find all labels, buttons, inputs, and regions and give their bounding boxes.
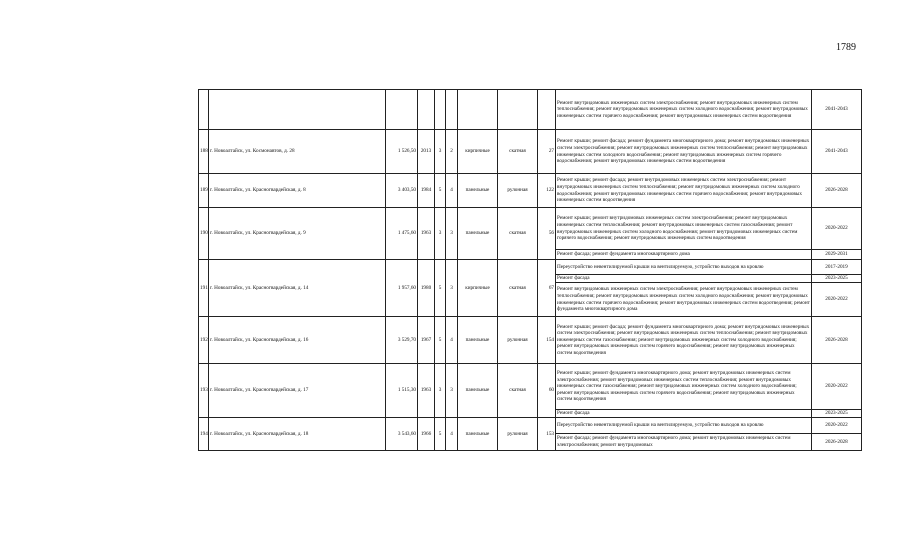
build-year: 1963 [418,208,435,260]
work-period: 2026-2028 [812,434,862,451]
work-description: Переустройство невентилируемой крыши на вентилируемую, устройство выходов на кровлю [556,418,812,434]
wall-material: кирпичные [458,260,498,317]
roof-type: рулонная [498,418,538,451]
apartments-count: 27 [538,130,556,174]
table-row [199,364,862,410]
house-address: г. Новоалтайск, ул. Красногвардейская, д. 14 [209,260,386,317]
wall-material: кирпичные [458,130,498,174]
house-address: г. Новоалтайск, ул. Космонавтов, д. 28 [209,130,386,174]
work-period: 2026-2028 [812,317,862,364]
table-row [199,317,862,364]
roof-type: скатная [498,260,538,317]
roof-type: скатная [498,364,538,418]
table-row [199,418,862,434]
roof-type: скатная [498,208,538,260]
work-description: Ремонт фасада; ремонт фундамента многоквартирного дома; ремонт внутридомовых инженерных систем электроснабжения; ремонт внутридомовых [556,434,812,451]
table-row [199,260,862,275]
row-number: 189 [199,174,209,208]
house-area [386,90,418,130]
build-year: 1980 [418,260,435,317]
house-area: 3 403,50 [386,174,418,208]
work-period: 2023-2025 [812,410,862,418]
apartments-count: 56 [538,208,556,260]
table-body [199,90,862,451]
house-area: 1 957,60 [386,260,418,317]
floors-count: 3 [435,208,446,260]
build-year: 1984 [418,174,435,208]
table-row [199,208,862,250]
entrances-count: 3 [446,364,458,418]
house-area: 3 529,70 [386,317,418,364]
row-number: 191 [199,260,209,317]
house-area: 3 543,60 [386,418,418,451]
work-description: Ремонт внутридомовых инженерных систем электроснабжения; ремонт внутридомовых инженерных систем теплоснабжения; ремонт внутридомовых инженерных систем холодного водоснабжения; ремонт внутридомовых инженерных систем горячего водоснабжения; ремонт внутридомовых инженерных систем водоотведения; ремонт фундамента многоквартирного дома [556,283,812,317]
work-description: Ремонт фасада [556,275,812,283]
work-description: Переустройство невентилируемой крыши на вентилируемую, устройство выходов на кровлю [556,260,812,275]
work-period: 2020-2022 [812,208,862,250]
entrances-count [446,90,458,130]
house-address: г. Новоалтайск, ул. Красногвардейская, д. 18 [209,418,386,451]
entrances-count: 3 [446,208,458,260]
house-address: г. Новоалтайск, ул. Красногвардейская, д. 8 [209,174,386,208]
work-description: Ремонт фасада [556,410,812,418]
wall-material: панельные [458,364,498,418]
entrances-count: 3 [446,260,458,317]
house-address: г. Новоалтайск, ул. Красногвардейская, д. 16 [209,317,386,364]
roof-type [498,90,538,130]
wall-material: панельные [458,174,498,208]
apartments-count: 154 [538,317,556,364]
floors-count: 5 [435,260,446,317]
wall-material: панельные [458,208,498,260]
entrances-count: 4 [446,317,458,364]
row-number: 192 [199,317,209,364]
house-area: 1 526,50 [386,130,418,174]
roof-type: рулонная [498,317,538,364]
table-row [199,130,862,174]
build-year: 1967 [418,317,435,364]
apartments-count: 60 [538,364,556,418]
repair-schedule-table [198,89,862,451]
work-description: Ремонт внутридомовых инженерных систем электроснабжения; ремонт внутридомовых инженерных систем теплоснабжения; ремонт внутридомовых инженерных систем холодного водоснабжения; ремонт внутридомовых инженерных систем горячего водоснабжения; ремонт внутридомовых инженерных систем водоотведения [556,90,812,130]
floors-count [435,90,446,130]
table-row [199,174,862,208]
apartments-count: 153 [538,418,556,451]
build-year: 1966 [418,418,435,451]
work-period: 2041-2043 [812,90,862,130]
row-number: 194 [199,418,209,451]
build-year [418,90,435,130]
work-period: 2029-2031 [812,250,862,260]
floors-count: 3 [435,130,446,174]
apartments-count: 67 [538,260,556,317]
work-period: 2020-2022 [812,283,862,317]
work-period: 2020-2022 [812,364,862,410]
page-number: 1789 [836,42,856,53]
work-description: Ремонт крыши; ремонт внутридомовых инженерных систем электроснабжения; ремонт внутридомовых инженерных систем теплоснабжения; ремонт внутридомовых инженерных систем газоснабжения; ремонт внутридомовых инженерных систем холодного водоснабжения; ремонт внутридомовых инженерных систем горячего водоснабжения; ремонт внутридомовых инженерных систем водоотведения [556,208,812,250]
work-description: Ремонт фасада; ремонт фундамента многоквартирного дома [556,250,812,260]
apartments-count [538,90,556,130]
house-address: г. Новоалтайск, ул. Красногвардейская, д. 17 [209,364,386,418]
wall-material: панельные [458,317,498,364]
entrances-count: 2 [446,130,458,174]
work-description: Ремонт крыши; ремонт фасада; ремонт фундамента многоквартирного дома; ремонт внутридомовых инженерных систем электроснабжения; ремонт внутридомовых инженерных систем теплоснабжения; ремонт внутридомовых инженерных систем газоснабжения; ремонт внутридомовых инженерных систем холодного водоснабжения; ремонт внутридомовых инженерных систем горячего водоснабжения; ремонт внутридомовых инженерных систем водоотведения [556,317,812,364]
apartments-count: 122 [538,174,556,208]
row-number: 190 [199,208,209,260]
work-period: 2023-2025 [812,275,862,283]
work-description: Ремонт крыши; ремонт фундамента многоквартирного дома; ремонт внутридомовых инженерных систем электроснабжения; ремонт внутридомовых инженерных систем теплоснабжения; ремонт внутридомовых инженерных систем газоснабжения; ремонт внутридомовых инженерных систем холодного водоснабжения; ремонт внутридомовых инженерных систем горячего водоснабжения; ремонт внутридомовых инженерных систем водоотведения [556,364,812,410]
house-area: 1 475,60 [386,208,418,260]
entrances-count: 4 [446,418,458,451]
work-period: 2026-2028 [812,174,862,208]
floors-count: 3 [435,364,446,418]
table-row [199,90,862,130]
row-number: 188 [199,130,209,174]
work-description: Ремонт крыши; ремонт фасада; ремонт фундамента многоквартирного дома; ремонт внутридомовых инженерных систем электроснабжения; ремонт внутридомовых инженерных систем теплоснабжения; ремонт внутридомовых инженерных систем холодного водоснабжения; ремонт внутридомовых инженерных систем горячего водоснабжения; ремонт внутридомовых инженерных систем водоотведения [556,130,812,174]
row-number: 193 [199,364,209,418]
floors-count: 5 [435,174,446,208]
house-area: 1 515,30 [386,364,418,418]
floors-count: 5 [435,418,446,451]
build-year: 1963 [418,364,435,418]
wall-material [458,90,498,130]
house-address [209,90,386,130]
row-number [199,90,209,130]
work-period: 2017-2019 [812,260,862,275]
roof-type: рулонная [498,174,538,208]
work-period: 2020-2022 [812,418,862,434]
floors-count: 5 [435,317,446,364]
house-address: г. Новоалтайск, ул. Красногвардейская, д. 9 [209,208,386,260]
entrances-count: 4 [446,174,458,208]
wall-material: панельные [458,418,498,451]
work-period: 2041-2043 [812,130,862,174]
work-description: Ремонт крыши; ремонт фасада; ремонт внутридомовых инженерных систем электроснабжения; ремонт внутридомовых инженерных систем теплоснабжения; ремонт внутридомовых инженерных систем холодного водоснабжения; ремонт внутридомовых инженерных систем горячего водоснабжения; ремонт внутридомовых инженерных систем водоотведения [556,174,812,208]
roof-type: скатная [498,130,538,174]
build-year: 2013 [418,130,435,174]
